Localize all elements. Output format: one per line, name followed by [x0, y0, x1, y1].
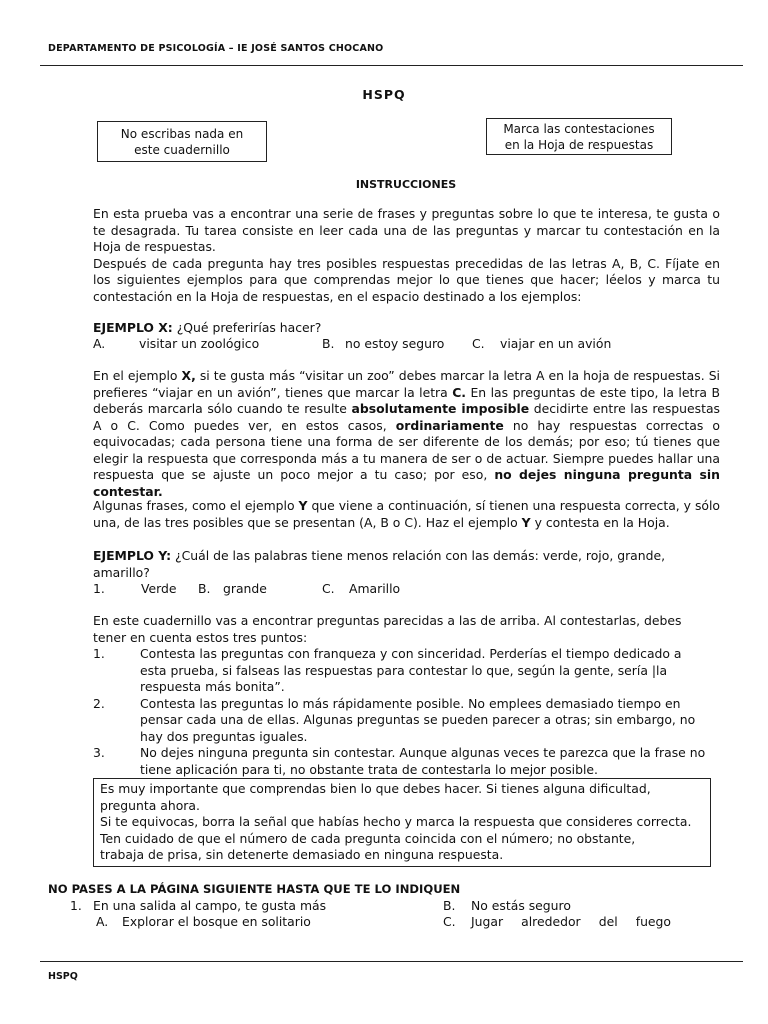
example-x-label: EJEMPLO X:: [93, 320, 173, 335]
page-footer: HSPQ: [48, 971, 78, 982]
booklet-paragraph: En este cuadernillo vas a encontrar preguntas parecidas a las de arriba. Al contestarlas, debes tener en cuenta estos tres puntos:: [93, 613, 682, 645]
some-phrases-bold-2: Y: [521, 514, 531, 530]
example-y-label: EJEMPLO Y:: [93, 548, 172, 563]
point-line: Contesta las preguntas lo más rápidamente posible. No emplees demasiado tiempo en: [140, 695, 681, 711]
point-line: Contesta las preguntas con franqueza y con sinceridad. Perderías el tiempo dedicado a: [140, 646, 682, 661]
note-line: Es muy importante que comprendas bien lo que debes hacer. Si tienes alguna dificultad,: [100, 781, 651, 796]
explain-bold-4: ordinariamente: [395, 417, 504, 433]
example-x-c-letter: C.: [472, 336, 485, 351]
explain-bold-3: absolutamente imposible: [351, 401, 530, 416]
example-x-a-text: visitar un zoológico: [139, 336, 260, 351]
example-x-c-text: viajar en un avión: [500, 336, 612, 351]
points-list: [93, 646, 733, 778]
point-item: [93, 696, 733, 746]
note-line: trabaja de prisa, sin detenerte demasiado en ninguna respuesta.: [100, 847, 504, 862]
explain-text-3: En las preguntas de este tipo, la letra B deberás marcarla sólo cuando te resulte: [93, 384, 720, 416]
explain-text-4: decidirte entre las respuestas A o C. Como puedes ver, en estos casos,: [93, 401, 721, 433]
page-title: HSPQ: [362, 87, 406, 102]
instructions-heading: INSTRUCCIONES: [355, 178, 457, 191]
question-1-c-text: Jugar alrededor del fuego: [471, 914, 671, 929]
example-x-text: ¿Qué preferirías hacer?: [172, 320, 322, 335]
example-x-b-text: no estoy seguro: [345, 336, 445, 351]
question-1-b-letter: B.: [443, 898, 456, 913]
example-x-question: [93, 320, 321, 337]
explain-bold-1: X,: [181, 368, 196, 383]
point-line: No dejes ninguna pregunta sin contestar. Aunque algunas veces te parezca que la frase no: [140, 745, 706, 760]
example-x-option-a: [93, 336, 105, 353]
notice-left-line2: este cuadernillo: [134, 143, 230, 157]
example-y-c-letter: C.: [322, 581, 335, 596]
note-line: Si te equivocas, borra la señal que habías hecho y marca la respuesta que consideres correcta.: [100, 814, 692, 829]
example-y-b-letter: B.: [198, 581, 211, 596]
question-1-a-letter: A.: [96, 914, 109, 929]
notice-left-line1: No escribas nada en: [120, 127, 244, 141]
example-y-option-1: Verde: [141, 581, 177, 596]
example-y-c-text: Amarillo: [349, 581, 401, 596]
explain-bold-2: C.: [452, 384, 467, 400]
explanation-paragraph: [93, 368, 720, 500]
example-y-text: ¿Cuál de las palabras tiene menos relación con las demás: verde, rojo, grande, amarillo?: [93, 548, 666, 580]
example-x-a-letter: A.: [93, 336, 106, 351]
point-item: [93, 745, 733, 778]
example-y-question: [93, 548, 693, 581]
page-header: DEPARTAMENTO DE PSICOLOGÍA – IE JOSÉ SANTOS CHOCANO: [48, 43, 384, 54]
point-line: tiene aplicación para ti, no obstante trata de contestarla lo mejor posible.: [140, 761, 598, 777]
point-number: 1.: [93, 646, 105, 661]
explain-text-5: no hay respuestas correctas o equivocadas; cada persona tiene una forma de ser diferente de los demás; por eso; tú tienes que elegir la respuesta que corresponda más a tu manera de ser o de actuar. Siempre puedes hallar una respuesta que se ajuste un poco mejor a tu caso; por eso,: [93, 417, 720, 482]
point-number: 3.: [93, 745, 105, 760]
intro-p1: En esta prueba vas a encontrar una serie de frases y preguntas sobre lo que te interesa, te gusta o te desagrada. Tu tarea consiste en leer cada una de las preguntas y marcar tu contestación en la Hoja de respuestas.: [93, 206, 720, 254]
example-y-number: 1.: [93, 581, 105, 596]
example-y-b-text: grande: [223, 581, 267, 596]
notice-box-right: [486, 118, 672, 155]
intro-p2: Después de cada pregunta hay tres posibles respuestas precedidas de las letras A, B, C. Fíjate en los siguientes ejemplos para que comprendas mejor lo que tienes que hacer; léelos y marca tu contestación en la Hoja de respuestas, en el espacio destinado a los ejemplos:: [93, 255, 720, 304]
explain-bold-5: no dejes ninguna pregunta sin contestar.: [93, 467, 720, 499]
question-1-text: En una salida al campo, te gusta más: [93, 898, 327, 913]
point-line: hay dos preguntas iguales.: [140, 728, 308, 744]
point-line: pensar cada una de ellas. Algunas preguntas se pueden parecer a otras; sin embargo, no: [140, 712, 696, 727]
explain-text-2: si te gusta más “visitar un zoo” debes marcar la letra A en la hoja de respuestas. Si prefieres “viajar en un avión”, tienes que marcar la letra: [93, 368, 720, 400]
question-1-b-text: No estás seguro: [471, 898, 571, 913]
point-line: respuesta más bonita”.: [140, 679, 285, 694]
notice-right-line2: en la Hoja de respuestas: [504, 138, 654, 152]
header-divider: [40, 65, 743, 66]
some-phrases-bold-1: Y: [298, 498, 308, 513]
some-phrases-paragraph: [93, 498, 720, 531]
some-phrases-text-3: y contesta en la Hoja.: [530, 514, 670, 530]
stop-notice: NO PASES A LA PÁGINA SIGUIENTE HASTA QUE TE LO INDIQUEN: [48, 882, 461, 896]
note-line: Ten cuidado de que el número de cada pregunta coincida con el número; no obstante,: [100, 830, 636, 846]
some-phrases-text-1: Algunas frases, como el ejemplo: [93, 498, 299, 513]
footer-divider: [40, 961, 743, 962]
question-1-a-text: Explorar el bosque en solitario: [122, 914, 311, 929]
explain-text-1: En el ejemplo: [93, 368, 182, 383]
point-number: 2.: [93, 695, 105, 711]
notice-right-line1: Marca las contestaciones: [503, 122, 655, 136]
note-line: pregunta ahora.: [100, 797, 200, 813]
question-1-c-letter: C.: [443, 914, 456, 929]
point-line: esta prueba, si falseas las respuestas para contestar lo que, según la gente, sería |la: [140, 662, 668, 678]
notice-box-left: [97, 121, 267, 162]
intro-paragraph: [93, 206, 720, 305]
important-note-box: [93, 778, 711, 867]
some-phrases-text-2: que viene a continuación, sí tienen una respuesta correcta, y sólo una, de las tres posibles que se presentan (A, B o C). Haz el ejemplo: [93, 498, 721, 530]
example-x-b-letter: B.: [322, 336, 335, 351]
question-1-number: 1.: [70, 898, 82, 913]
point-item: [93, 646, 733, 696]
